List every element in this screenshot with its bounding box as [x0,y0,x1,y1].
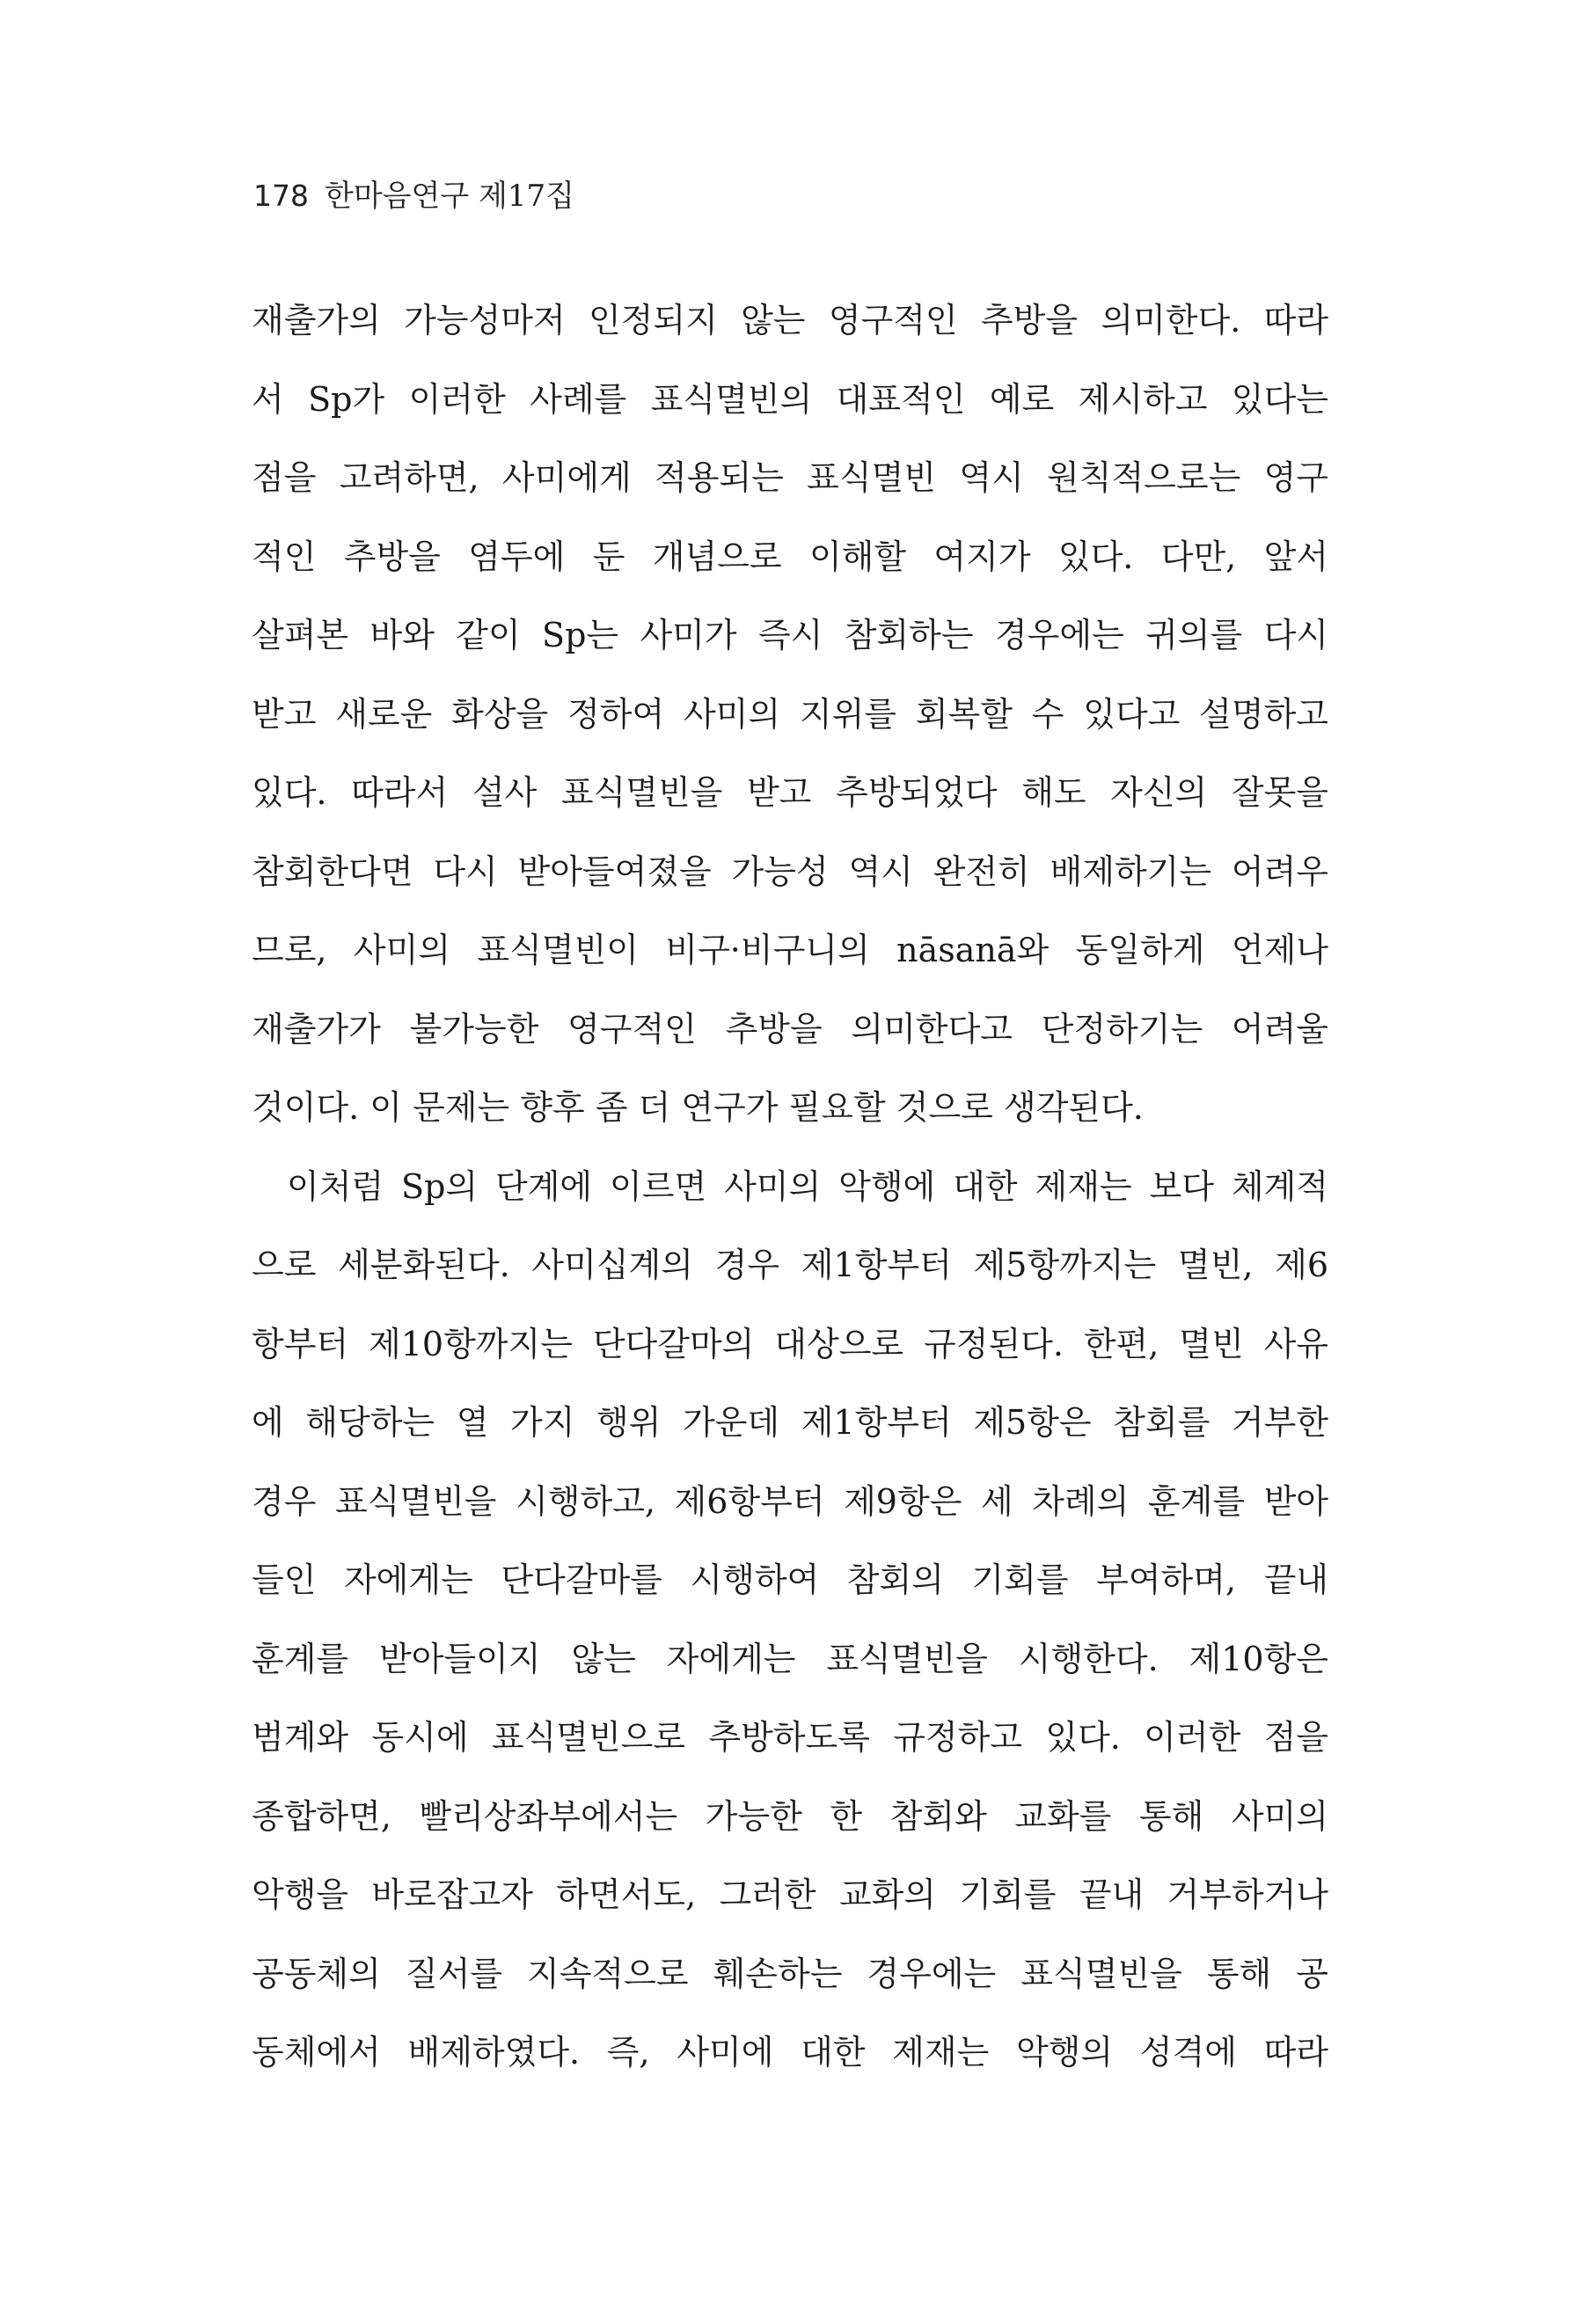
text-line: 이처럼 Sp의 단계에 이르면 사미의 악행에 대한 제재는 보다 체계적 [287,1166,1328,1206]
text-line: 점을 고려하면, 사미에게 적용되는 표식멸빈 역시 원칙적으로는 영구 [252,458,1328,497]
text-line: 으로 세분화된다. 사미십계의 경우 제1항부터 제5항까지는 멸빈, 제6 [252,1246,1328,1284]
text-line: 참회한다면 다시 받아들여졌을 가능성 역시 완전히 배제하기는 어려우 [252,851,1328,891]
text-line: 살펴본 바와 같이 Sp는 사미가 즉시 참회하는 경우에는 귀의를 다시 [252,616,1328,654]
text-line: 공동체의 질서를 지속적으로 훼손하는 경우에는 표식멸빈을 통해 공 [252,1954,1328,1993]
running-header [253,172,574,216]
text-line: 항부터 제10항까지는 단다갈마의 대상으로 규정된다. 한편, 멸빈 사유 [252,1324,1328,1363]
text-line: 적인 추방을 염두에 둔 개념으로 이해할 여지가 있다. 다만, 앞서 [252,537,1328,576]
text-line: 경우 표식멸빈을 시행하고, 제6항부터 제9항은 세 차례의 훈계를 받아 [252,1481,1328,1521]
text-line: 있다. 따라서 설사 표식멸빈을 받고 추방되었다 해도 자신의 잘못을 [252,773,1328,812]
text-line: 들인 자에게는 단다갈마를 시행하여 참회의 기회를 부여하며, 끝내 [252,1560,1328,1599]
text-line: 재출가의 가능성마저 인정되지 않는 영구적인 추방을 의미한다. 따라 [252,301,1328,340]
text-line: 동체에서 배제하였다. 즉, 사미에 대한 제재는 악행의 성격에 따라 [252,2033,1328,2072]
text-line: 악행을 바로잡고자 하면서도, 그러한 교화의 기회를 끝내 거부하거나 [252,1875,1328,1914]
text-line: 서 Sp가 이러한 사례를 표식멸빈의 대표적인 예로 제시하고 있다는 [252,379,1328,419]
text-line: 에 해당하는 열 가지 행위 가운데 제1항부터 제5항은 참회를 거부한 [252,1403,1328,1442]
text-line: 훈계를 받아들이지 않는 자에게는 표식멸빈을 시행한다. 제10항은 [252,1639,1328,1678]
text-line: 므로, 사미의 표식멸빈이 비구·비구니의 nāsanā와 동일하게 언제나 [252,931,1328,969]
text-line: 종합하면, 빨리상좌부에서는 가능한 한 참회와 교화를 통해 사미의 [252,1796,1328,1836]
text-line: 것이다. 이 문제는 향후 좀 더 연구가 필요할 것으로 생각된다. [252,1088,1144,1127]
text-line: 재출가가 불가능한 영구적인 추방을 의미한다고 단정하기는 어려울 [252,1009,1328,1049]
journal-title: 한마음연구 제17집 [325,179,574,214]
text-line: 범계와 동시에 표식멸빈으로 추방하도록 규정하고 있다. 이러한 점을 [252,1718,1328,1757]
text-line: 받고 새로운 화상을 정하여 사미의 지위를 회복할 수 있다고 설명하고 [252,694,1328,734]
body-text [252,281,1328,2093]
page-number: 178 [253,179,309,213]
